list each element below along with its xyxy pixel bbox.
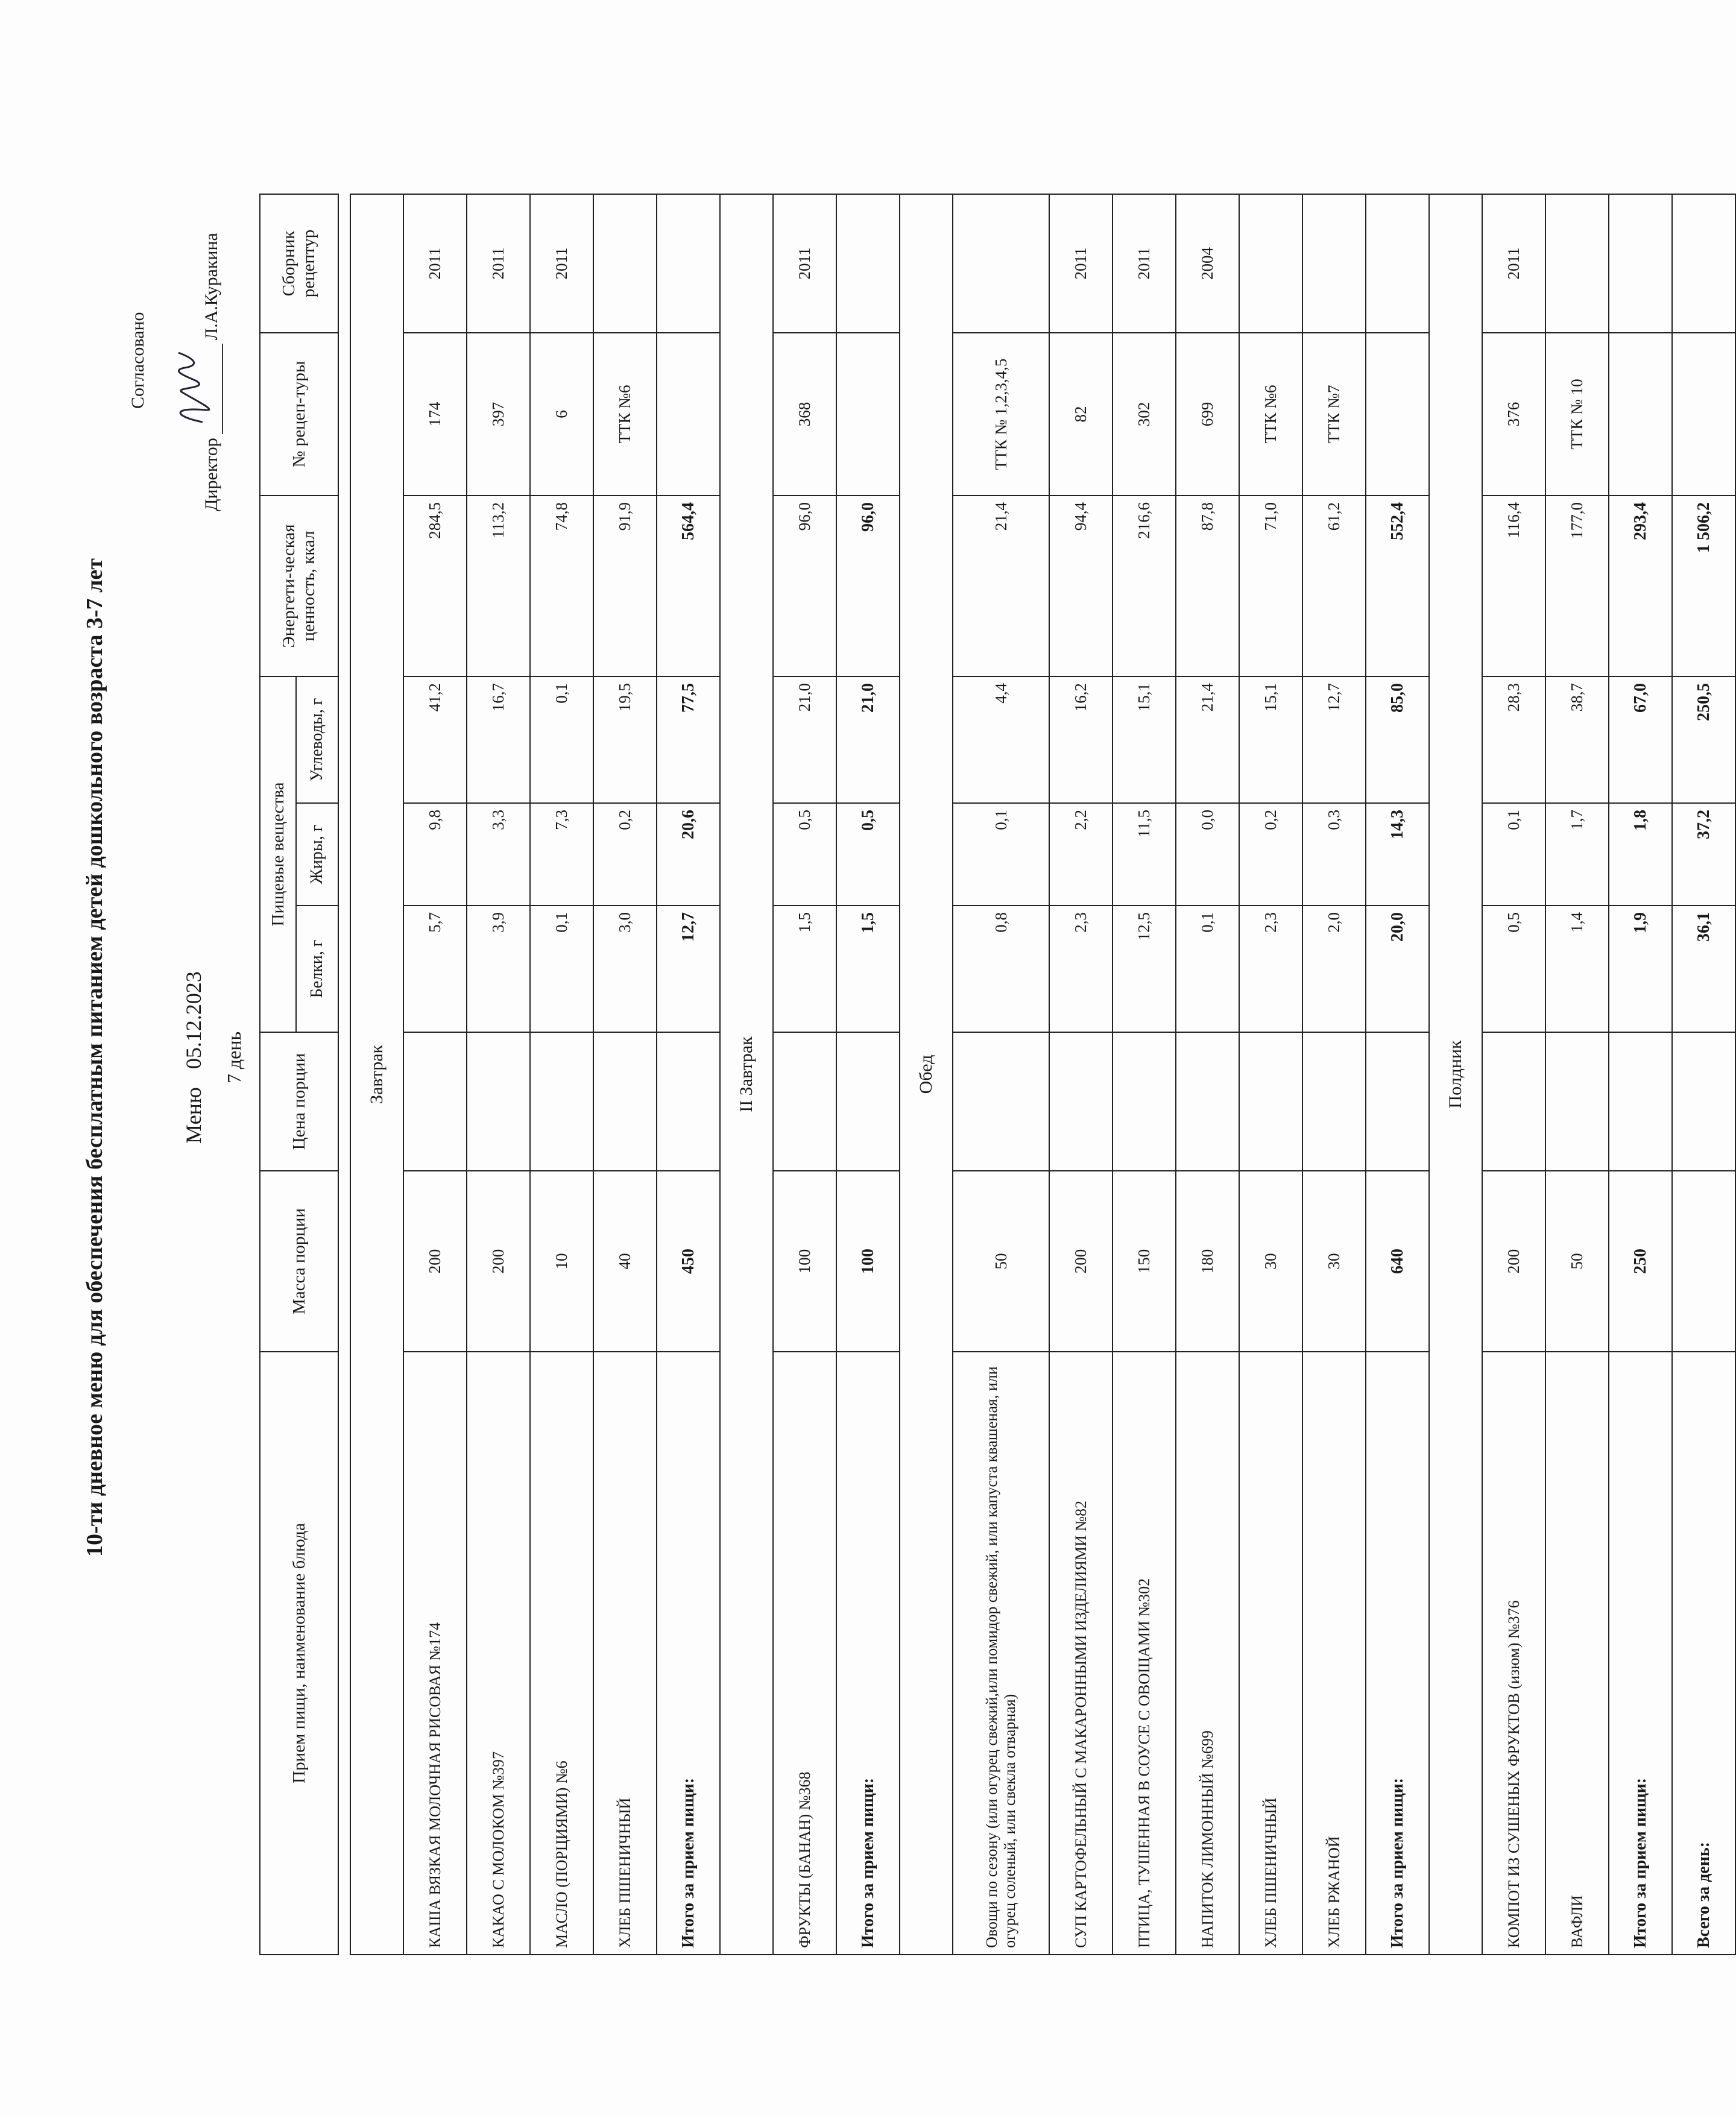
meal-total-label: Итого за прием пищи: (1609, 1352, 1672, 1955)
recipe-number: ТТК № 1,2,3,4,5 (953, 333, 1049, 496)
meal-total-fat: 20,6 (657, 803, 720, 906)
meal-total-recipe (1609, 333, 1672, 496)
document-title: 10-ти дневное меню для обеспечения бесплатным питанием детей дошкольного возраста 3-7 лет (82, 558, 107, 1557)
dish-name: ВАФЛИ (1545, 1352, 1609, 1955)
day-total-protein: 36,1 (1672, 906, 1735, 1032)
meal-total-carbs: 77,5 (657, 676, 720, 803)
portion-mass: 180 (1176, 1171, 1239, 1352)
carbs-value: 38,7 (1545, 676, 1609, 803)
portion-price (593, 1032, 657, 1171)
table-row (1302, 194, 1366, 1955)
day-total-recipe (1672, 333, 1735, 496)
portion-mass: 40 (593, 1171, 657, 1352)
protein-value: 2,0 (1302, 906, 1366, 1032)
table-row (953, 194, 1049, 1955)
col-collection-header: Сборник рецептур (260, 194, 338, 333)
menu-body (350, 194, 1735, 1955)
protein-value: 3,0 (593, 906, 657, 1032)
recipe-collection: 2011 (1482, 194, 1545, 333)
portion-mass: 150 (1113, 1171, 1176, 1352)
director-label: Директор (201, 438, 221, 511)
energy-value: 216,6 (1113, 496, 1176, 676)
protein-value: 0,5 (1482, 906, 1545, 1032)
recipe-collection: 2004 (1176, 194, 1239, 333)
col-carbs-header: Углеводы, г (296, 676, 338, 803)
dish-name: Овощи по сезону (или огурец свежий,или помидор свежий, или капуста квашеная, или огурец соленый, или свекла отварная) (953, 1352, 1049, 1955)
fat-value: 0,2 (1239, 803, 1302, 906)
section-header-row (1429, 194, 1482, 1955)
fat-value: 0,1 (1482, 803, 1545, 906)
table-row (1545, 194, 1609, 1955)
meal-total-fat: 14,3 (1366, 803, 1429, 906)
energy-value: 96,0 (773, 496, 836, 676)
col-nutrients-header: Пищевые вещества (260, 676, 296, 1032)
protein-value: 0,1 (1176, 906, 1239, 1032)
section-title: Завтрак (350, 194, 403, 1955)
day-total-price (1672, 1032, 1735, 1171)
fat-value: 3,3 (467, 803, 530, 906)
meal-total-mass: 100 (836, 1171, 900, 1352)
meal-total-carbs: 67,0 (1609, 676, 1672, 803)
recipe-collection: 2011 (1049, 194, 1113, 333)
portion-price (773, 1032, 836, 1171)
recipe-collection: 2011 (773, 194, 836, 333)
carbs-value: 12,7 (1302, 676, 1366, 803)
recipe-number: 397 (467, 333, 530, 496)
meal-total-fat: 1,8 (1609, 803, 1672, 906)
col-meal-header: Прием пищи, наименование блюда (260, 1352, 338, 1955)
meal-total-fat: 0,5 (836, 803, 900, 906)
dish-name: КАКАО С МОЛОКОМ №397 (467, 1352, 530, 1955)
day-total-fat: 37,2 (1672, 803, 1735, 906)
table-row (467, 194, 530, 1955)
menu-header-table (259, 194, 339, 1955)
recipe-collection (1545, 194, 1609, 333)
carbs-value: 21,4 (1176, 676, 1239, 803)
recipe-collection: 2011 (1113, 194, 1176, 333)
meal-total-label: Итого за прием пищи: (657, 1352, 720, 1955)
portion-mass: 50 (1545, 1171, 1609, 1352)
fat-value: 1,7 (1545, 803, 1609, 906)
carbs-value: 16,2 (1049, 676, 1113, 803)
recipe-number: 368 (773, 333, 836, 496)
meal-total-collection (1609, 194, 1672, 333)
col-mass-header: Масса порции (260, 1171, 338, 1352)
fat-value: 0,3 (1302, 803, 1366, 906)
fat-value: 11,5 (1113, 803, 1176, 906)
section-title: Обед (900, 194, 953, 1955)
protein-value: 12,5 (1113, 906, 1176, 1032)
section-title: Полдник (1429, 194, 1482, 1955)
portion-mass: 50 (953, 1171, 1049, 1352)
portion-mass: 200 (1049, 1171, 1113, 1352)
meal-total-row (1609, 194, 1672, 1955)
dish-name: ХЛЕБ ПШЕНИЧНЫЙ (593, 1352, 657, 1955)
energy-value: 113,2 (467, 496, 530, 676)
day-number: 7 день (223, 1031, 245, 1084)
recipe-number: 376 (1482, 333, 1545, 496)
portion-price (1176, 1032, 1239, 1171)
portion-mass: 100 (773, 1171, 836, 1352)
table-row (1049, 194, 1113, 1955)
recipe-number: ТТК №6 (1239, 333, 1302, 496)
table-row (1482, 194, 1545, 1955)
protein-value: 5,7 (403, 906, 467, 1032)
section-header-row (900, 194, 953, 1955)
energy-value: 177,0 (1545, 496, 1609, 676)
meal-total-protein: 1,5 (836, 906, 900, 1032)
meal-total-mass: 640 (1366, 1171, 1429, 1352)
fat-value: 0,5 (773, 803, 836, 906)
meal-total-collection (657, 194, 720, 333)
meal-total-collection (836, 194, 900, 333)
portion-price (1545, 1032, 1609, 1171)
table-row (1113, 194, 1176, 1955)
table-row (1239, 194, 1302, 1955)
portion-price (467, 1032, 530, 1171)
carbs-value: 41,2 (403, 676, 467, 803)
meal-total-protein: 12,7 (657, 906, 720, 1032)
meal-total-label: Итого за прием пищи: (1366, 1352, 1429, 1955)
energy-value: 116,4 (1482, 496, 1545, 676)
protein-value: 0,1 (530, 906, 593, 1032)
protein-value: 2,3 (1049, 906, 1113, 1032)
day-total-carbs: 250,5 (1672, 676, 1735, 803)
energy-value: 87,8 (1176, 496, 1239, 676)
carbs-value: 16,7 (467, 676, 530, 803)
meal-total-row (657, 194, 720, 1955)
portion-price (953, 1032, 1049, 1171)
meal-total-row (836, 194, 900, 1955)
meal-total-price (657, 1032, 720, 1171)
recipe-collection (593, 194, 657, 333)
meal-total-price (1366, 1032, 1429, 1171)
carbs-value: 28,3 (1482, 676, 1545, 803)
menu-date-line (181, 0, 206, 2115)
dish-name: ПТИЦА, ТУШЕННАЯ В СОУСЕ С ОВОЩАМИ №302 (1113, 1352, 1176, 1955)
protein-value: 0,8 (953, 906, 1049, 1032)
carbs-value: 15,1 (1239, 676, 1302, 803)
fat-value: 7,3 (530, 803, 593, 906)
section-header-row (350, 194, 403, 1955)
day-total-collection (1672, 194, 1735, 333)
col-energy-header: Энергети-ческая ценность, ккал (260, 496, 338, 676)
dish-name: КАША ВЯЗКАЯ МОЛОЧНАЯ РИСОВАЯ №174 (403, 1352, 467, 1955)
meal-total-energy: 564,4 (657, 496, 720, 676)
meal-total-label: Итого за прием пищи: (836, 1352, 900, 1955)
meal-total-energy: 552,4 (1366, 496, 1429, 676)
day-total-row (1672, 194, 1735, 1955)
col-fat-header: Жиры, г (296, 803, 338, 906)
protein-value: 1,5 (773, 906, 836, 1032)
recipe-number: 82 (1049, 333, 1113, 496)
meal-total-protein: 1,9 (1609, 906, 1672, 1032)
fat-value: 0,1 (953, 803, 1049, 906)
energy-value: 94,4 (1049, 496, 1113, 676)
recipe-number: ТТК №7 (1302, 333, 1366, 496)
recipe-collection (953, 194, 1049, 333)
recipe-number: 174 (403, 333, 467, 496)
day-total-energy: 1 506,2 (1672, 496, 1735, 676)
energy-value: 91,9 (593, 496, 657, 676)
dish-name: ФРУКТЫ (БАНАН) №368 (773, 1352, 836, 1955)
col-recipe-header: № рецеп-туры (260, 333, 338, 496)
recipe-collection: 2011 (467, 194, 530, 333)
portion-price (403, 1032, 467, 1171)
dish-name: СУП КАРТОФЕЛЬНЫЙ С МАКАРОННЫМИ ИЗДЕЛИЯМИ №82 (1049, 1352, 1113, 1955)
menu-date: 05.12.2023 (181, 971, 206, 1070)
portion-mass: 200 (467, 1171, 530, 1352)
fat-value: 2,2 (1049, 803, 1113, 906)
recipe-number: 699 (1176, 333, 1239, 496)
carbs-value: 21,0 (773, 676, 836, 803)
energy-value: 61,2 (1302, 496, 1366, 676)
dish-name: КОМПОТ ИЗ СУШЕНЫХ ФРУКТОВ (изюм) №376 (1482, 1352, 1545, 1955)
day-total-mass (1672, 1171, 1735, 1352)
portion-mass: 200 (1482, 1171, 1545, 1352)
meal-total-energy: 293,4 (1609, 496, 1672, 676)
dish-name: НАПИТОК ЛИМОННЫЙ №699 (1176, 1352, 1239, 1955)
day-total-label: Всего за день: (1672, 1352, 1735, 1955)
energy-value: 21,4 (953, 496, 1049, 676)
section-title: II Завтрак (720, 194, 773, 1955)
meal-total-price (1609, 1032, 1672, 1171)
portion-mass: 30 (1239, 1171, 1302, 1352)
col-protein-header: Белки, г (296, 906, 338, 1032)
table-row (593, 194, 657, 1955)
carbs-value: 0,1 (530, 676, 593, 803)
protein-value: 2,3 (1239, 906, 1302, 1032)
approval-agreed: Согласовано (128, 312, 148, 409)
meal-total-collection (1366, 194, 1429, 333)
energy-value: 74,8 (530, 496, 593, 676)
table-row (530, 194, 593, 1955)
fat-value: 0,2 (593, 803, 657, 906)
menu-label: Меню (181, 1087, 206, 1144)
meal-total-mass: 250 (1609, 1171, 1672, 1352)
protein-value: 3,9 (467, 906, 530, 1032)
table-row (403, 194, 467, 1955)
portion-price (1239, 1032, 1302, 1171)
meal-total-carbs: 21,0 (836, 676, 900, 803)
portion-mass: 10 (530, 1171, 593, 1352)
meal-total-row (1366, 194, 1429, 1955)
meal-total-mass: 450 (657, 1171, 720, 1352)
dish-name: ХЛЕБ РЖАНОЙ (1302, 1352, 1366, 1955)
portion-price (1113, 1032, 1176, 1171)
col-price-header: Цена порции (260, 1032, 338, 1171)
meal-total-recipe (657, 333, 720, 496)
fat-value: 9,8 (403, 803, 467, 906)
table-row (773, 194, 836, 1955)
meal-total-recipe (836, 333, 900, 496)
recipe-collection: 2011 (530, 194, 593, 333)
recipe-number: 302 (1113, 333, 1176, 496)
energy-value: 284,5 (403, 496, 467, 676)
meal-total-recipe (1366, 333, 1429, 496)
meal-total-carbs: 85,0 (1366, 676, 1429, 803)
recipe-number: ТТК №6 (593, 333, 657, 496)
carbs-value: 4,4 (953, 676, 1049, 803)
table-row (1176, 194, 1239, 1955)
menu-body-table (350, 194, 1736, 1955)
energy-value: 71,0 (1239, 496, 1302, 676)
approval-block (127, 233, 223, 511)
meal-total-energy: 96,0 (836, 496, 900, 676)
portion-price (1049, 1032, 1113, 1171)
portion-mass: 200 (403, 1171, 467, 1352)
section-header-row (720, 194, 773, 1955)
recipe-collection (1302, 194, 1366, 333)
fat-value: 0,0 (1176, 803, 1239, 906)
meal-total-protein: 20,0 (1366, 906, 1429, 1032)
protein-value: 1,4 (1545, 906, 1609, 1032)
recipe-number: ТТК № 10 (1545, 333, 1609, 496)
portion-mass: 30 (1302, 1171, 1366, 1352)
director-name: Л.А.Куракина (201, 233, 221, 341)
recipe-number: 6 (530, 333, 593, 496)
portion-price (530, 1032, 593, 1171)
portion-price (1302, 1032, 1366, 1171)
dish-name: ХЛЕБ ПШЕНИЧНЫЙ (1239, 1352, 1302, 1955)
recipe-collection (1239, 194, 1302, 333)
recipe-collection: 2011 (403, 194, 467, 333)
meal-total-price (836, 1032, 900, 1171)
portion-price (1482, 1032, 1545, 1171)
dish-name: МАСЛО (ПОРЦИЯМИ) №6 (530, 1352, 593, 1955)
carbs-value: 19,5 (593, 676, 657, 803)
carbs-value: 15,1 (1113, 676, 1176, 803)
